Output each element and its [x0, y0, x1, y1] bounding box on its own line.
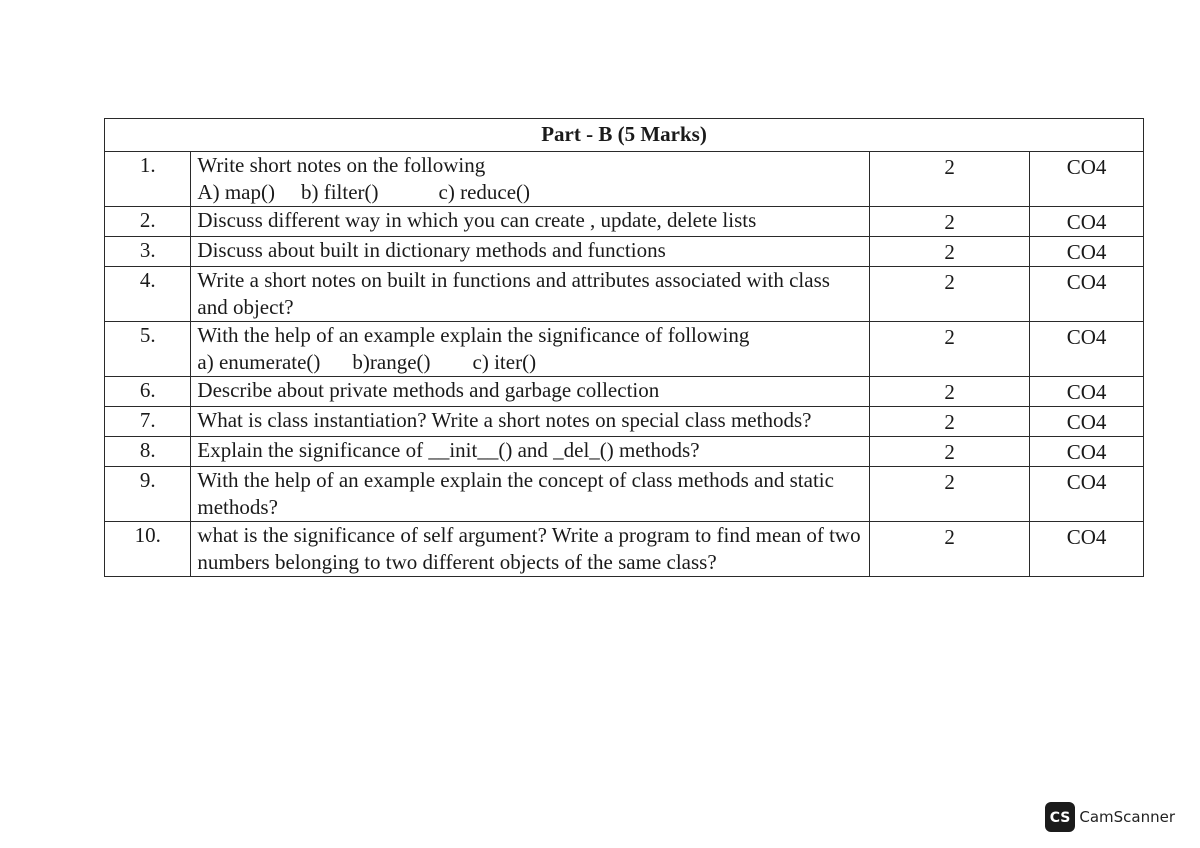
- question-co: CO4: [1030, 152, 1144, 207]
- table-row: [105, 267, 1144, 322]
- question-marks: 2: [870, 237, 1030, 267]
- question-co: CO4: [1030, 377, 1144, 407]
- camscanner-watermark: [1045, 802, 1175, 832]
- question-text: With the help of an example explain the concept of class methods and static methods?: [191, 467, 870, 522]
- question-text: Write a short notes on built in functions and attributes associated with class and object?: [191, 267, 870, 322]
- question-number: 8.: [105, 437, 191, 467]
- question-text: What is class instantiation? Write a short notes on special class methods?: [191, 407, 870, 437]
- question-options: A) map() b) filter() c) reduce(): [197, 180, 531, 204]
- question-text: Explain the significance of __init__() and _del_() methods?: [191, 437, 870, 467]
- table-row: [105, 437, 1144, 467]
- table-row: [105, 377, 1144, 407]
- question-marks: 2: [870, 437, 1030, 467]
- question-text: Discuss different way in which you can create , update, delete lists: [191, 207, 870, 237]
- table-row: [105, 152, 1144, 207]
- table-row: [105, 407, 1144, 437]
- question-number: 10.: [105, 522, 191, 577]
- question-co: CO4: [1030, 237, 1144, 267]
- question-number: 6.: [105, 377, 191, 407]
- question-marks: 2: [870, 207, 1030, 237]
- table-row: [105, 522, 1144, 577]
- question-marks: 2: [870, 322, 1030, 377]
- question-text: With the help of an example explain the significance of following a) enumerate() b)range() c) iter(): [191, 322, 870, 377]
- table-row: [105, 237, 1144, 267]
- question-number: 7.: [105, 407, 191, 437]
- question-marks: 2: [870, 267, 1030, 322]
- question-number: 3.: [105, 237, 191, 267]
- question-number: 5.: [105, 322, 191, 377]
- question-marks: 2: [870, 467, 1030, 522]
- question-co: CO4: [1030, 407, 1144, 437]
- question-co: CO4: [1030, 467, 1144, 522]
- question-marks: 2: [870, 522, 1030, 577]
- part-header: Part - B (5 Marks): [105, 119, 1144, 152]
- question-text: Discuss about built in dictionary methods and functions: [191, 237, 870, 267]
- table-row: [105, 322, 1144, 377]
- table-row: [105, 207, 1144, 237]
- question-table: [104, 118, 1144, 577]
- question-options: a) enumerate() b)range() c) iter(): [197, 350, 537, 374]
- question-co: CO4: [1030, 207, 1144, 237]
- question-co: CO4: [1030, 322, 1144, 377]
- question-text: Write short notes on the following A) map() b) filter() c) reduce(): [191, 152, 870, 207]
- question-number: 4.: [105, 267, 191, 322]
- question-number: 9.: [105, 467, 191, 522]
- svg-text:CS: CS: [1050, 810, 1071, 826]
- question-number: 2.: [105, 207, 191, 237]
- question-number: 1.: [105, 152, 191, 207]
- question-marks: 2: [870, 407, 1030, 437]
- question-co: CO4: [1030, 522, 1144, 577]
- question-co: CO4: [1030, 437, 1144, 467]
- question-text: Describe about private methods and garbage collection: [191, 377, 870, 407]
- question-co: CO4: [1030, 267, 1144, 322]
- question-marks: 2: [870, 152, 1030, 207]
- question-marks: 2: [870, 377, 1030, 407]
- camscanner-logo-icon: [1045, 802, 1075, 832]
- table-row: [105, 467, 1144, 522]
- question-text: what is the significance of self argument? Write a program to find mean of two numbers belonging to two different objects of the same class?: [191, 522, 870, 577]
- camscanner-label: CamScanner: [1079, 808, 1175, 826]
